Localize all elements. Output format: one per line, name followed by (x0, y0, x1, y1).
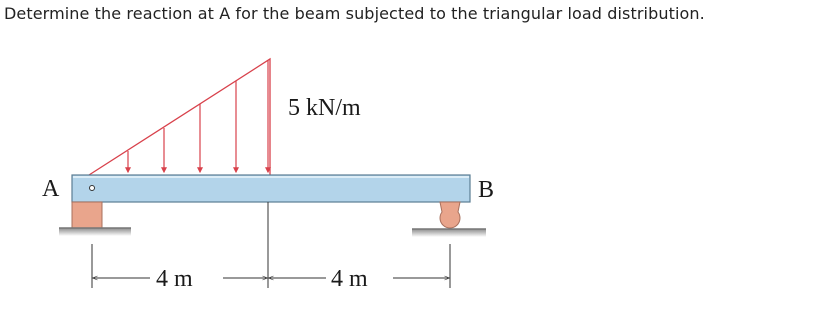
question-text: Determine the reaction at A for the beam subjected to the triangular load distribution. (4, 4, 705, 23)
support-a-label: A (42, 176, 60, 202)
support-b (412, 202, 486, 237)
dimension-label: 4 m (331, 266, 368, 292)
load-outline (89, 59, 270, 175)
pin-icon (90, 186, 95, 191)
beam (72, 175, 470, 202)
load-label: 5 kN/m (288, 95, 361, 121)
ground-a (59, 228, 131, 236)
dimension-label: 4 m (156, 266, 193, 292)
triangular-load (89, 59, 270, 175)
support-b-label: B (478, 177, 495, 203)
roller-icon (440, 202, 460, 228)
dimension-lines (92, 202, 450, 288)
ground-b (412, 229, 486, 237)
support-a-block (72, 202, 102, 228)
